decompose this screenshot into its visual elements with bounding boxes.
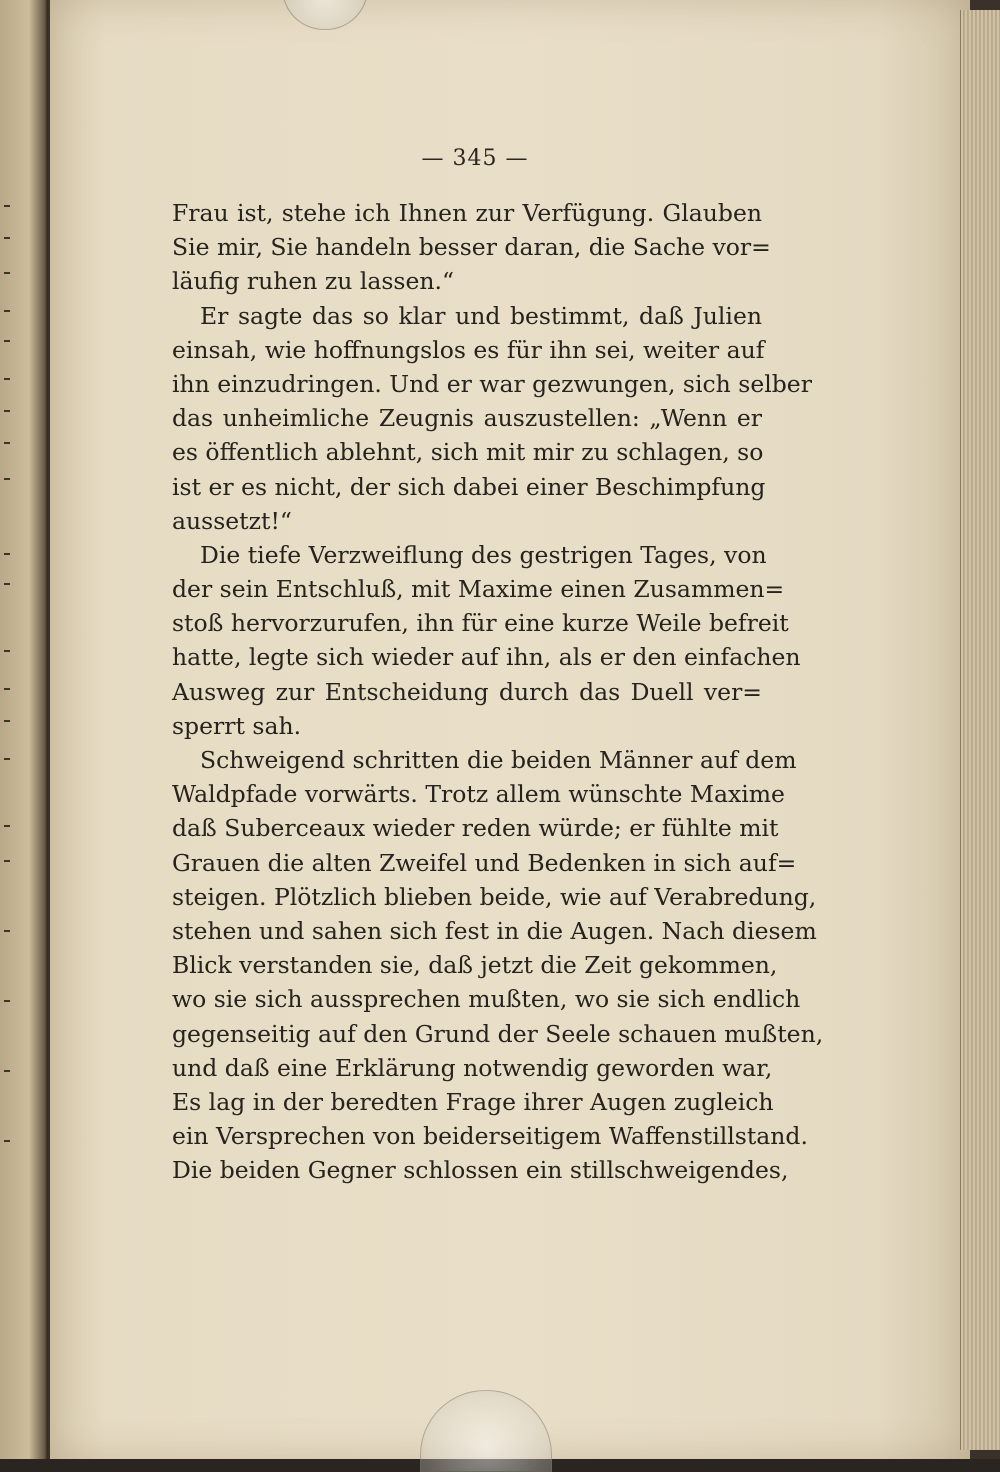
facing-page-mark <box>4 237 10 239</box>
text-line: es öffentlich ablehnt, sich mit mir zu schlagen, so <box>172 438 764 467</box>
facing-page-mark <box>4 650 10 652</box>
facing-page-mark <box>4 688 10 690</box>
facing-page-mark <box>4 758 10 760</box>
facing-page-mark <box>4 860 10 862</box>
text-line: Er sagte das so klar und bestimmt, daß Julien <box>200 301 762 330</box>
facing-page-mark <box>4 205 10 207</box>
text-line: wo sie sich aussprechen mußten, wo sie sich endlich <box>172 985 801 1014</box>
facing-page-mark <box>4 930 10 932</box>
text-line: aussetzt!“ <box>172 506 292 535</box>
text-line: der sein Entschluß, mit Maxime einen Zusammen= <box>172 575 785 604</box>
text-line: Waldpfade vorwärts. Trotz allem wünschte Maxime <box>172 780 785 809</box>
page-number: — 345 — <box>421 146 529 171</box>
body-text <box>172 196 824 1187</box>
facing-page-edge <box>0 0 48 1459</box>
text-line: einsah, wie hoffnungslos es für ihn sei, weiter auf <box>172 335 765 364</box>
facing-page-mark <box>4 478 10 480</box>
facing-page-mark <box>4 272 10 274</box>
page-stack-edge <box>960 10 1000 1450</box>
facing-page-mark <box>4 583 10 585</box>
facing-page-mark <box>4 1140 10 1142</box>
facing-page-mark <box>4 340 10 342</box>
text-line: ihn einzudringen. Und er war gezwungen, sich selber <box>172 369 812 398</box>
text-line: steigen. Plötzlich blieben beide, wie auf Verabredung, <box>172 882 817 911</box>
text-line: Blick verstanden sie, daß jetzt die Zeit gekommen, <box>172 951 778 980</box>
facing-page-mark <box>4 553 10 555</box>
text-line: hatte, legte sich wieder auf ihn, als er den einfachen <box>172 643 801 672</box>
text-line: stoß hervorzurufen, ihn für eine kurze Weile befreit <box>172 609 789 638</box>
text-line: ein Versprechen von beiderseitigem Waffenstillstand. <box>172 1122 808 1151</box>
text-line: Die tiefe Verzweiflung des gestrigen Tages, von <box>200 540 767 569</box>
text-line: und daß eine Erklärung notwendig geworden war, <box>172 1053 773 1082</box>
facing-page-mark <box>4 1070 10 1072</box>
facing-page-mark <box>4 1000 10 1002</box>
text-line: Sie mir, Sie handeln besser daran, die Sache vor= <box>172 233 771 262</box>
text-line: ist er es nicht, der sich dabei einer Beschimpfung <box>172 472 766 501</box>
text-line: Es lag in der beredten Frage ihrer Augen zugleich <box>172 1087 774 1116</box>
text-line: sperrt sah. <box>172 711 302 740</box>
text-line: Schweigend schritten die beiden Männer auf dem <box>200 746 797 774</box>
text-line: Frau ist, stehe ich Ihnen zur Verfügung. Glauben <box>172 199 762 227</box>
text-line: Grauen die alten Zweifel und Bedenken in sich auf= <box>172 848 797 877</box>
text-line: Ausweg zur Entscheidung durch das Duell ver= <box>172 677 762 706</box>
facing-page-mark <box>4 310 10 312</box>
text-line: gegenseitig auf den Grund der Seele schauen mußten, <box>172 1019 824 1048</box>
facing-page-mark <box>4 720 10 722</box>
text-line: stehen und sahen sich fest in die Augen. Nach diesem <box>172 916 817 945</box>
facing-page-mark <box>4 825 10 827</box>
facing-page-mark <box>4 378 10 380</box>
text-line: das unheimliche Zeugnis auszustellen: „Wenn er <box>172 404 762 433</box>
text-line: Die beiden Gegner schlossen ein stillschweigendes, <box>172 1156 789 1185</box>
text-line: daß Suberceaux wieder reden würde; er fühlte mit <box>172 814 779 843</box>
facing-page-mark <box>4 442 10 444</box>
text-line: läufig ruhen zu lassen.“ <box>172 267 455 296</box>
facing-page-mark <box>4 410 10 412</box>
